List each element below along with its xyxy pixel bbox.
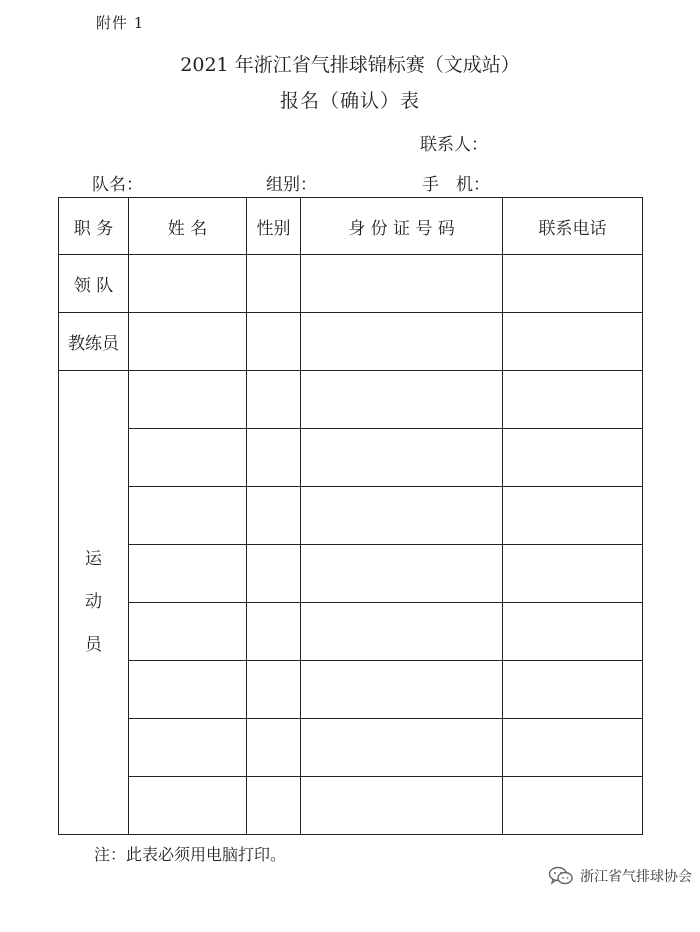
table-cell[interactable] [247, 487, 301, 545]
table-cell[interactable] [503, 255, 643, 313]
table-cell[interactable] [129, 719, 247, 777]
table-cell[interactable] [129, 603, 247, 661]
table-cell[interactable] [503, 487, 643, 545]
role-coach: 教练员 [59, 313, 129, 371]
table-cell[interactable] [129, 371, 247, 429]
form-subtitle: 报名（确认）表 [279, 90, 420, 112]
table-cell[interactable] [301, 719, 503, 777]
table-row-athlete [59, 719, 643, 777]
role-athletes [59, 371, 129, 835]
table-cell[interactable] [247, 313, 301, 371]
table-row-athlete [59, 371, 643, 429]
wechat-icon [548, 866, 574, 886]
contact-person-field: 联系人： [420, 135, 488, 155]
table-cell[interactable] [129, 313, 247, 371]
table-cell[interactable] [247, 371, 301, 429]
athlete-label-char: 动 [85, 592, 102, 612]
table-row-coach [59, 313, 643, 371]
table-row-athlete [59, 487, 643, 545]
header-name: 姓 名 [129, 198, 247, 255]
watermark [548, 866, 692, 886]
table-cell[interactable] [503, 603, 643, 661]
table-cell[interactable] [503, 429, 643, 487]
table-cell[interactable] [247, 545, 301, 603]
table-cell[interactable] [129, 545, 247, 603]
table-cell[interactable] [503, 661, 643, 719]
team-name-field: 队名： [92, 175, 143, 195]
table-cell[interactable] [301, 313, 503, 371]
table-cell[interactable] [129, 487, 247, 545]
athlete-label-char: 员 [85, 635, 102, 655]
table-cell[interactable] [301, 371, 503, 429]
table-row-athlete [59, 777, 643, 835]
table-cell[interactable] [301, 777, 503, 835]
role-team-leader: 领 队 [59, 255, 129, 313]
table-cell[interactable] [301, 429, 503, 487]
form-title: 2021 年浙江省气排球锦标赛（文成站） [180, 54, 520, 76]
table-cell[interactable] [301, 545, 503, 603]
header-phone: 联系电话 [503, 198, 643, 255]
table-cell[interactable] [503, 719, 643, 777]
watermark-text: 浙江省气排球协会 [580, 869, 692, 885]
table-cell[interactable] [503, 371, 643, 429]
registration-table [58, 197, 643, 835]
mobile-field: 手 机： [422, 175, 490, 195]
table-row-team-leader [59, 255, 643, 313]
table-cell[interactable] [301, 661, 503, 719]
header-gender: 性别 [247, 198, 301, 255]
table-cell[interactable] [247, 429, 301, 487]
table-cell[interactable] [503, 313, 643, 371]
table-cell[interactable] [129, 255, 247, 313]
table-row-athlete [59, 429, 643, 487]
group-field: 组别： [266, 175, 317, 195]
table-cell[interactable] [129, 661, 247, 719]
table-cell[interactable] [247, 719, 301, 777]
table-row-athlete [59, 545, 643, 603]
table-cell[interactable] [247, 255, 301, 313]
table-cell[interactable] [247, 603, 301, 661]
table-cell[interactable] [301, 255, 503, 313]
footnote: 注：此表必须用电脑打印。 [94, 845, 287, 864]
attachment-label: 附件 1 [96, 14, 145, 32]
table-cell[interactable] [503, 545, 643, 603]
table-cell[interactable] [301, 603, 503, 661]
table-cell[interactable] [129, 429, 247, 487]
table-cell[interactable] [129, 777, 247, 835]
table-cell[interactable] [503, 777, 643, 835]
table-header-row [59, 198, 643, 255]
table-cell[interactable] [301, 487, 503, 545]
table-row-athlete [59, 603, 643, 661]
athlete-label-char: 运 [85, 549, 102, 569]
table-row-athlete [59, 661, 643, 719]
header-position: 职 务 [59, 198, 129, 255]
table-cell[interactable] [247, 661, 301, 719]
table-cell[interactable] [247, 777, 301, 835]
header-id-number: 身 份 证 号 码 [301, 198, 503, 255]
